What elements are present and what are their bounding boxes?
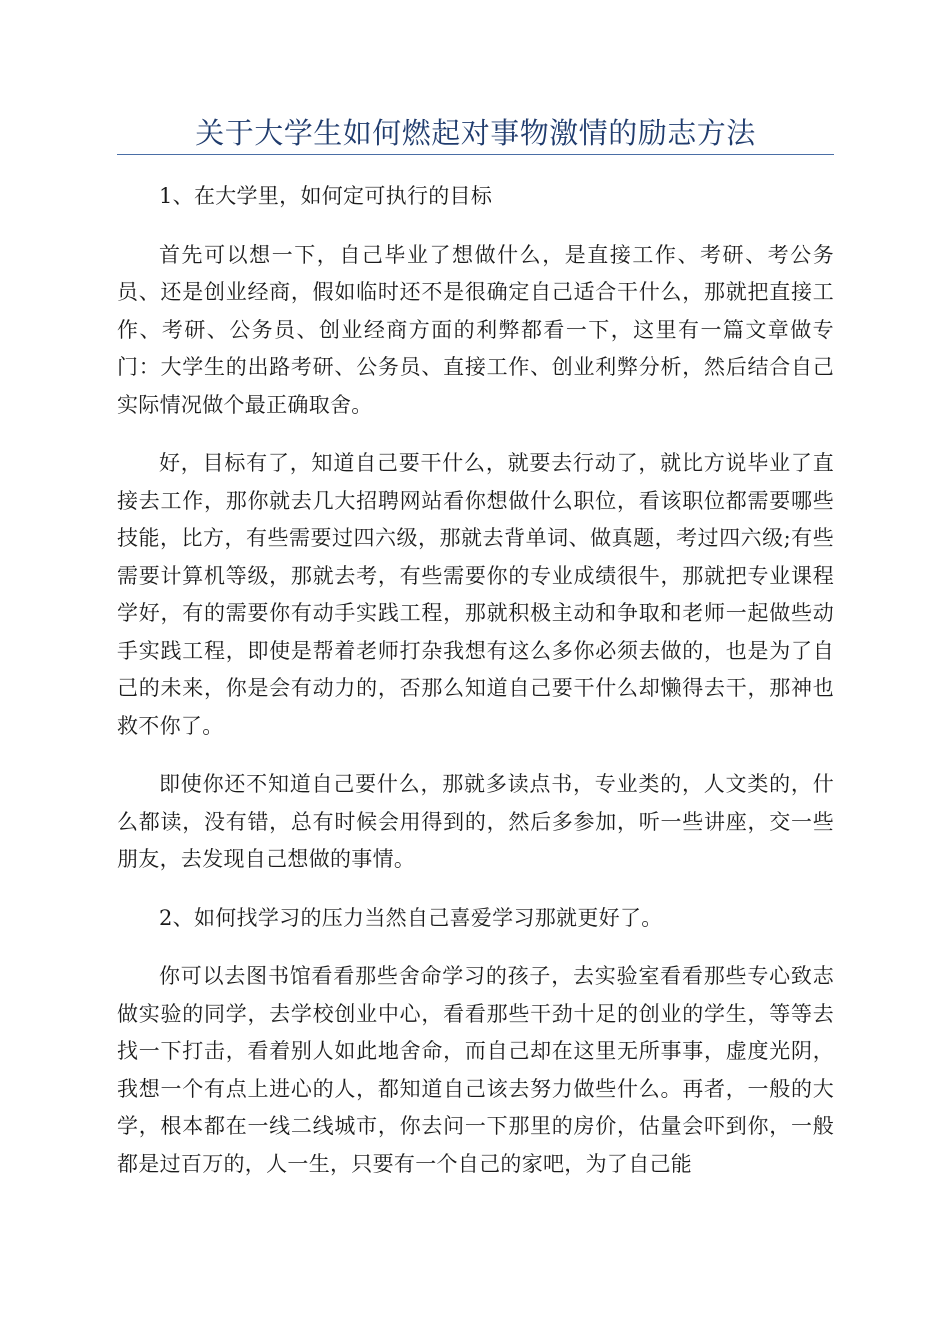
document-body: [117, 178, 834, 1204]
section-heading-1: 1、在大学里，如何定可执行的目标: [159, 184, 493, 208]
title-underline: [117, 154, 834, 155]
paragraph: 你可以去图书馆看看那些舍命学习的孩子，去实验室看看那些专心致志做实验的同学，去学校创业中心，看看那些干劲十足的创业的学生，等等去找一下打击，看着别人如此地舍命，而自己却在这里无所事事，虚度光阴，我想一个有点上进心的人，都知道自己该去努力做些什么。再者，一般的大学，根本都在一线二线城市，你去问一下那里的房价，估量会吓到你，一般都是过百万的，人一生，只要有一个自己的家吧，为了自己能: [117, 964, 834, 1176]
section-heading-2: 2、如何找学习的压力当然自己喜爱学习那就更好了。: [159, 905, 663, 930]
paragraph: 好，目标有了，知道自己要干什么，就要去行动了，就比方说毕业了直接去工作，那你就去几大招聘网站看你想做什么职位，看该职位都需要哪些技能，比方，有些需要过四六级，那就去背单词、做真题，考过四六级;有些需要计算机等级，那就去考，有些需要你的专业成绩很牛，那就把专业课程学好，有的需要你有动手实践工程，那就积极主动和争取和老师一起做些动手实践工程，即使是帮着老师打杂我想有这么多你必须去做的，也是为了自己的未来，你是会有动力的，否那么知道自己要干什么却懒得去干，那神也救不你了。: [117, 451, 834, 738]
document-title: 关于大学生如何燃起对事物激情的励志方法: [195, 116, 756, 150]
paragraph: 即使你还不知道自己要什么，那就多读点书，专业类的，人文类的，什么都读，没有错，总有时候会用得到的，然后多参加，听一些讲座，交一些朋友，去发现自己想做的事情。: [117, 772, 834, 871]
title-block: [117, 113, 834, 155]
paragraph: 首先可以想一下，自己毕业了想做什么，是直接工作、考研、考公务员、还是创业经商，假如临时还不是很确定自己适合干什么，那就把直接工作、考研、公务员、创业经商方面的利弊都看一下，这里有一篇文章做专门：大学生的出路考研、公务员、直接工作、创业利弊分析，然后结合自己实际情况做个最正确取舍。: [117, 242, 834, 417]
